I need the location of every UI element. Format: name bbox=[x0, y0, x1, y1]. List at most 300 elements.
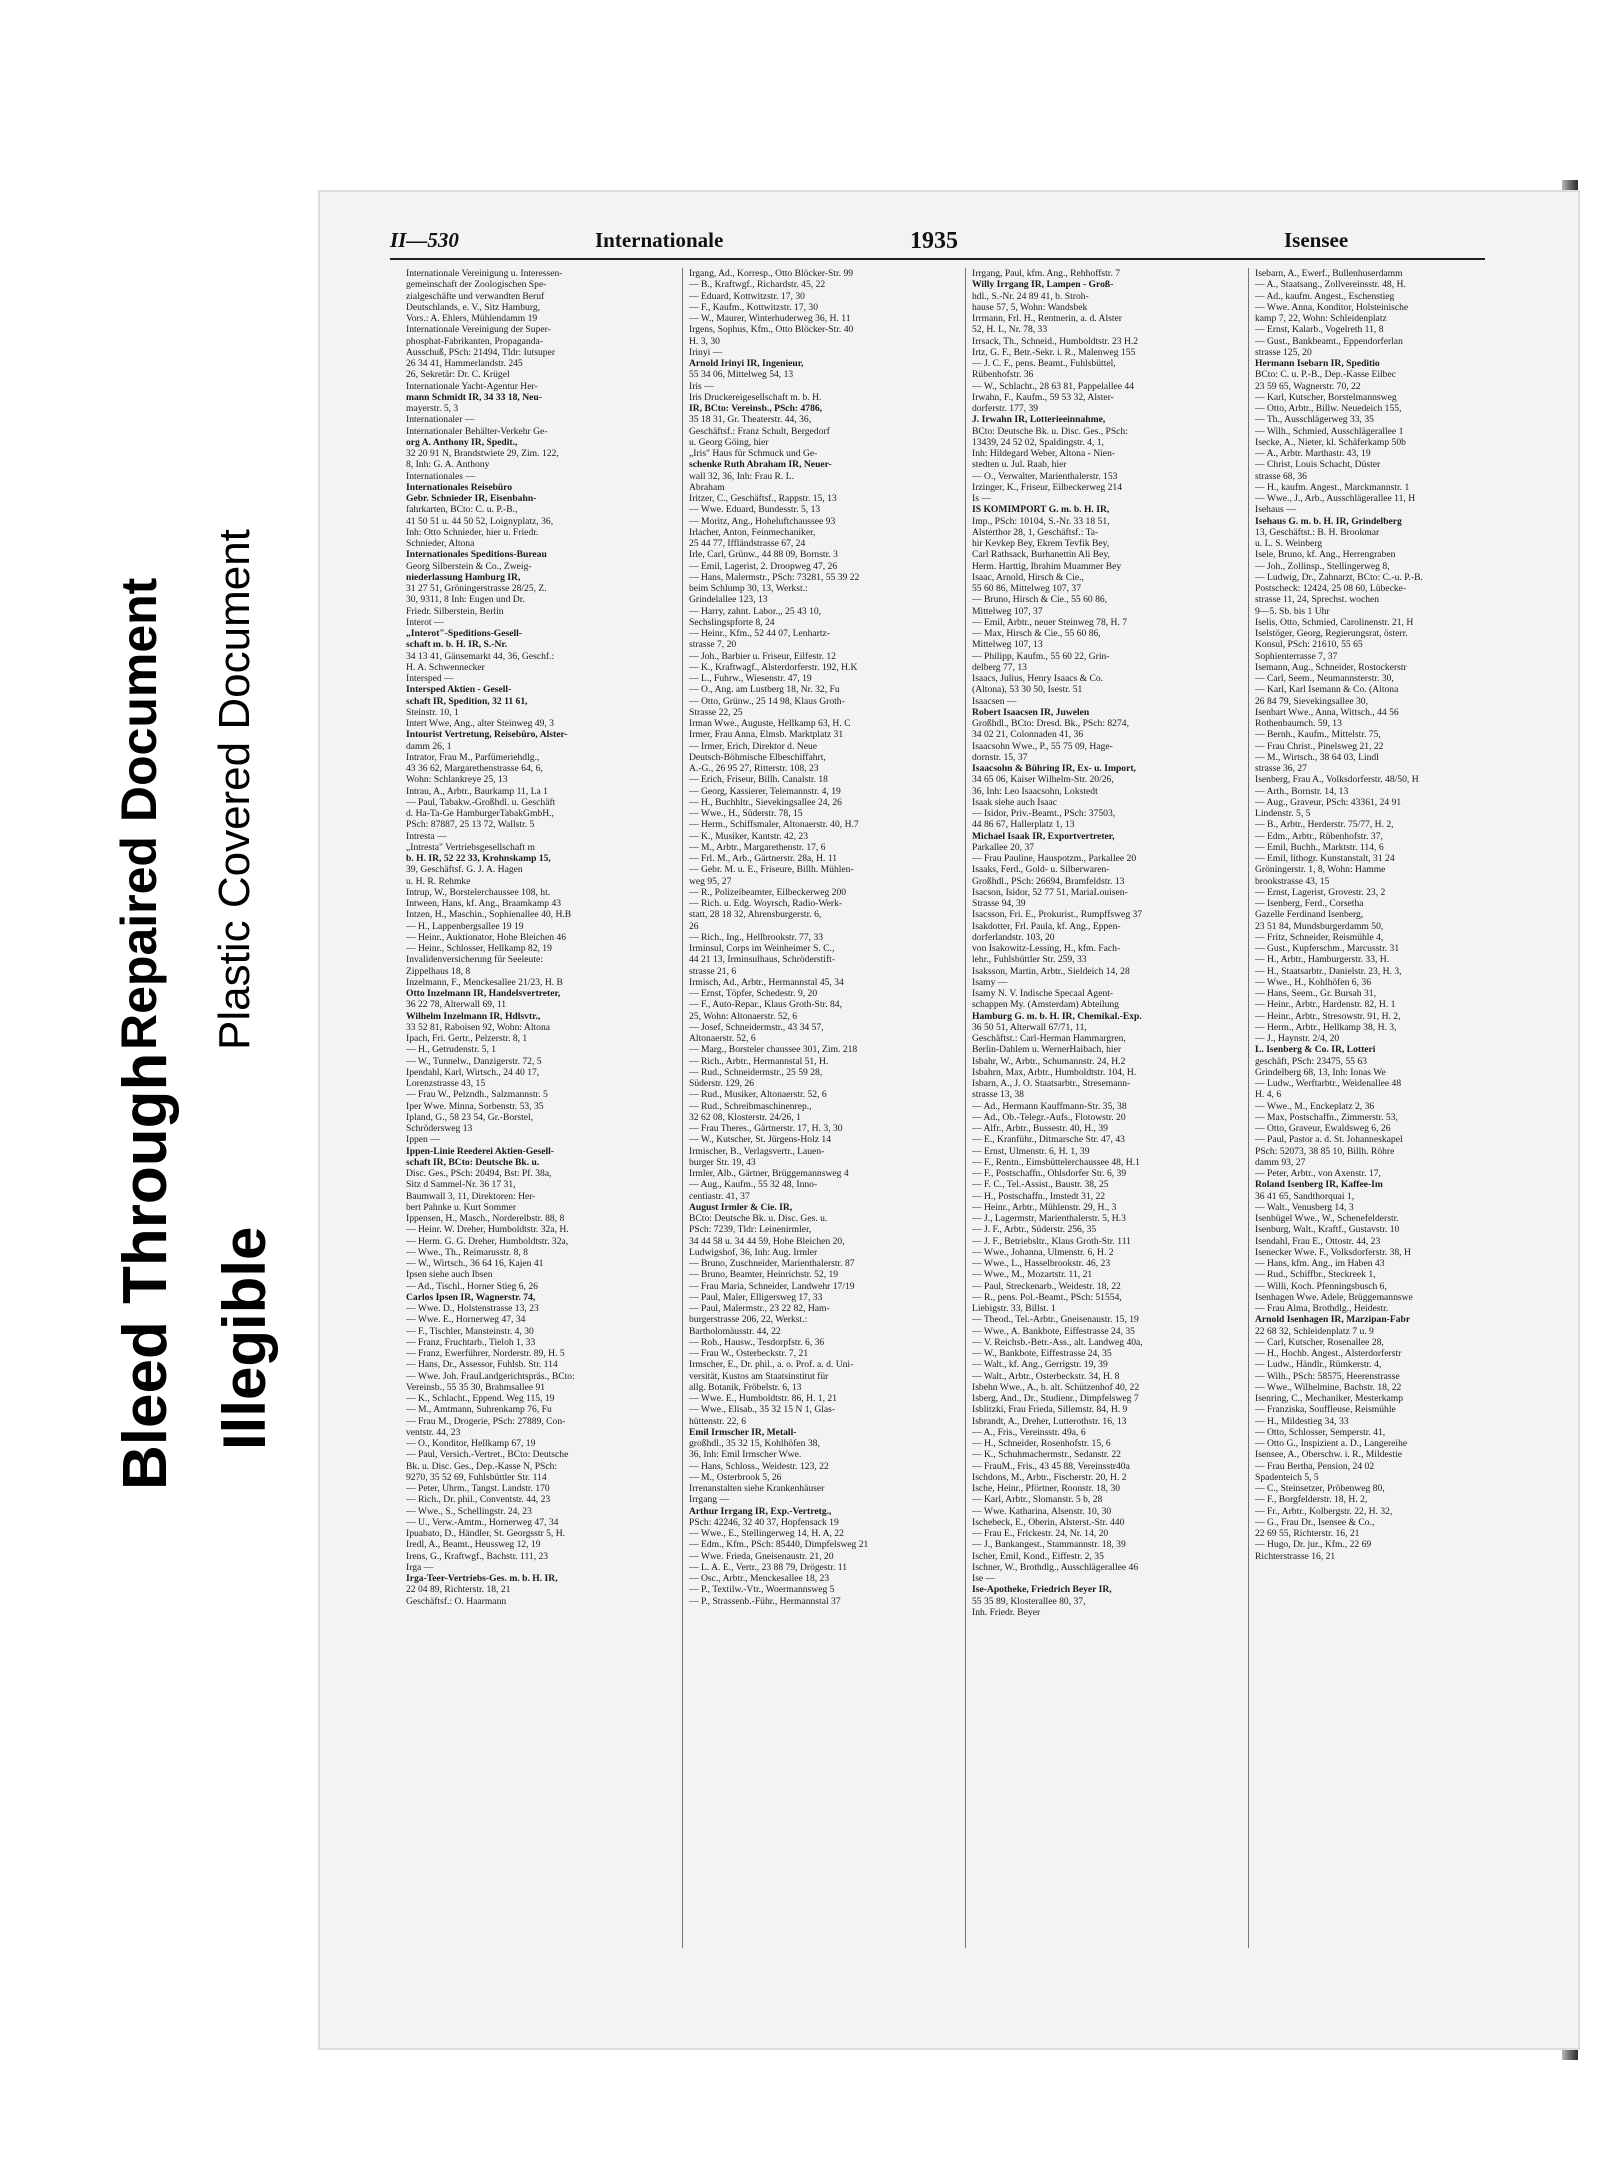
directory-entry-line: Isele, Bruno, kf. Ang., Herrengraben bbox=[1255, 549, 1396, 561]
directory-entry-line: Mittelweg 107, 37 bbox=[972, 605, 1043, 617]
directory-entry-line: — Bruno, Beamter, Heinrichstr. 52, 19 bbox=[689, 1269, 839, 1281]
directory-entry-line: — Heinr., Arbtr., Hardenstr. 82, H. 1 bbox=[1255, 999, 1396, 1011]
directory-entry-line: schenke Ruth Abraham IR, Neuer- bbox=[689, 459, 832, 471]
directory-entry-line: — Herm., Schiffsmaler, Altonaerstr. 40, H.7 bbox=[689, 819, 859, 831]
directory-entry-line: Isbrandt, A., Dreher, Lutterothstr. 16, 13 bbox=[972, 1415, 1127, 1427]
directory-entry-line: — P., Textilw.-Vtr., Woermannsweg 5 bbox=[689, 1584, 835, 1596]
page-number: II—530 bbox=[390, 228, 459, 252]
directory-entry-line: Isenburg, Walt., Kraftf., Gustavstr. 10 bbox=[1255, 1224, 1400, 1236]
directory-entry-line: — C., Steinsetzer, Pröbenweg 80, bbox=[1255, 1483, 1385, 1494]
directory-entry-line: — W., Wirtsch., 36 64 16, Kajen 41 bbox=[406, 1258, 544, 1269]
directory-entry-line: Internationales Speditions-Bureau bbox=[406, 549, 547, 561]
directory-entry-line: 26, Sekretär: Dr. C. Krügel bbox=[406, 369, 510, 381]
directory-entry-line: — Paul, Maler, Elligersweg 17, 33 bbox=[689, 1291, 823, 1303]
directory-entry-line: 36 50 51, Alterwall 67/71, 11, bbox=[972, 1021, 1087, 1033]
directory-column-4 bbox=[1255, 268, 1520, 1948]
directory-entry-line: 13439, 24 52 02, Spaldingstr. 4, 1, bbox=[972, 436, 1104, 448]
directory-entry-line: — Harry, zahnt. Labor.,, 25 43 10, bbox=[689, 605, 822, 617]
directory-entry-line: Irtz, G. F., Betr.-Sekr. i. R., Malenweg 155 bbox=[972, 346, 1136, 358]
directory-entry-line: kamp 7, 22, Wohn: Schleidenplatz bbox=[1255, 313, 1387, 324]
directory-entry-line: — Wwe., Th., Reimarusstr. 8, 8 bbox=[406, 1246, 528, 1258]
directory-entry-line: schaft IR, Spedition, 32 11 61, bbox=[406, 695, 528, 707]
directory-entry-line: Konsul, PSch: 21610, 55 65 bbox=[1255, 639, 1363, 651]
directory-entry-line: 44 21 13, Irminsulhaus, Schröderstift- bbox=[689, 954, 836, 966]
directory-entry-line: u. H. R. Rehmke bbox=[406, 875, 471, 887]
directory-entry-line: H. 4, 6 bbox=[1255, 1089, 1282, 1101]
directory-entry-line: — Frl. M., Arb., Gärtnerstr. 28a, H. 11 bbox=[689, 853, 838, 864]
directory-entry-line: — Max, Hirsch & Cie., 55 60 86, bbox=[972, 628, 1101, 639]
directory-entry-line: — Bruno, Zuschneider, Marienthalerstr. 87 bbox=[689, 1258, 855, 1269]
directory-entry-line: — Wwe., M., Enckeplatz 2, 36 bbox=[1255, 1100, 1375, 1112]
directory-entry-line: Sechslingspforte 8, 24 bbox=[689, 616, 775, 628]
directory-entry-line: Intresta — bbox=[406, 830, 447, 842]
directory-entry-line: — FrauM., Fris., 43 45 88, Vereinsstr40a bbox=[972, 1460, 1130, 1472]
directory-entry-line: — Walt., Venusberg 14, 3 bbox=[1255, 1201, 1354, 1213]
directory-entry-line: geschäft, PSch: 23475, 55 63 bbox=[1255, 1055, 1367, 1067]
directory-entry-line: — Frau M., Drogerie, PSch: 27889, Con- bbox=[406, 1415, 566, 1427]
directory-entry-line: brookstrasse 43, 15 bbox=[1255, 875, 1330, 887]
directory-entry-line: — Heinr., Arbtr., Stresowstr. 91, H. 2, bbox=[1255, 1010, 1401, 1022]
directory-entry-line: 8, Inh: G. A. Anthony bbox=[406, 459, 490, 471]
directory-entry-line: — Edm., Kfm., PSch: 85440, Dimpfelsweg 21 bbox=[689, 1539, 869, 1551]
directory-entry-line: Iselis, Otto, Schmied, Carolinenstr. 21, H bbox=[1255, 616, 1414, 628]
directory-entry-line: Inh: Hildegard Weber, Altona - Nien- bbox=[972, 448, 1116, 459]
directory-entry-line: Deutschlands, e. V., Sitz Hamburg, bbox=[406, 301, 541, 313]
directory-entry-line: Isensee, A., Oberschw. i. R., Mildestie bbox=[1255, 1449, 1402, 1461]
directory-entry-line: H. A. Schwennecker bbox=[406, 661, 485, 673]
directory-entry-line: — Rud., Schreibmaschinenrep., bbox=[689, 1100, 812, 1112]
directory-entry-line: — O., Ang. am Lustberg 18, Nr. 32, Fu bbox=[689, 684, 840, 696]
directory-entry-line: 44 86 67, Hallerplatz 1, 13 bbox=[972, 819, 1075, 831]
directory-entry-line: — F., Auto-Repar., Klaus Groth-Str. 84, bbox=[689, 999, 842, 1011]
directory-entry-line: IS KOMIMPORT G. m. b. H. IR, bbox=[972, 504, 1110, 516]
directory-entry-line: — Emil, Buchh., Marktstr. 114, 6 bbox=[1255, 841, 1384, 853]
directory-entry-line: strasse 21, 6 bbox=[689, 965, 737, 977]
directory-entry-line: — M., Wirtsch., 38 64 03, Lindl bbox=[1255, 751, 1379, 763]
directory-entry-line: — Emil, Lagerist, 2. Droopweg 47, 26 bbox=[689, 560, 838, 572]
directory-entry-line: Isebarn, A., Ewerf., Bullenhuserdamm bbox=[1255, 268, 1403, 279]
directory-entry-line: Iritzer, C., Geschäftsf., Rappstr. 15, 13 bbox=[689, 493, 837, 504]
directory-entry-line: 9—5. Sb. bis 1 Uhr bbox=[1255, 605, 1330, 617]
directory-entry-line: — Ad., Hermann Kauffmann-Str. 35, 38 bbox=[972, 1100, 1127, 1112]
last-entry-title: Isensee bbox=[1284, 228, 1349, 252]
directory-entry-line: 34 44 58 u. 34 44 59, Hohe Bleichen 20, bbox=[689, 1235, 845, 1247]
directory-entry-line: — Isidor, Priv.-Beamt., PSch: 37503, bbox=[972, 808, 1116, 819]
directory-entry-line: dorferlandstr. 103, 20 bbox=[972, 931, 1055, 943]
directory-entry-line: — Frau Theres., Gärtnerstr. 17, H. 3, 30 bbox=[689, 1123, 843, 1134]
directory-entry-line: — J. C. F., pens. Beamt., Fuhlsbüttel, bbox=[972, 358, 1116, 369]
directory-entry-line: — F., Borgfelderstr. 18, H. 2, bbox=[1255, 1494, 1368, 1506]
directory-entry-line: Ippensen, H., Masch., Norderelbstr. 88, 8 bbox=[406, 1213, 565, 1224]
directory-entry-line: Isblitzki, Frau Frieda, Sillemstr. 84, H. 9 bbox=[972, 1404, 1128, 1416]
directory-entry-line: zialgeschäfte und verwandten Beruf bbox=[406, 290, 545, 302]
directory-entry-line: Iselstöger, Georg, Regierungsrat, österr. bbox=[1255, 628, 1408, 639]
directory-entry-line: Rübenhofstr. 36 bbox=[972, 369, 1034, 381]
directory-entry-line: Parkallee 20, 37 bbox=[972, 841, 1035, 853]
directory-entry-line: Süderstr. 129, 26 bbox=[689, 1078, 755, 1089]
directory-entry-line: — Paul, Malermstr., 23 22 82, Ham- bbox=[689, 1303, 830, 1314]
directory-entry-line: von Isakowitz-Lessing, H., kfm. Fach- bbox=[972, 943, 1121, 954]
directory-entry-line: Isaak siehe auch Isaac bbox=[972, 796, 1057, 808]
directory-entry-line: Isenbügel Wwe., W., Schenefelderstr. bbox=[1255, 1213, 1399, 1224]
directory-entry-line: 34 65 06, Kaiser Wilhelm-Str. 20/26, bbox=[972, 774, 1114, 786]
directory-entry-line: 34 02 21, Colonnaden 41, 36 bbox=[972, 729, 1084, 741]
directory-entry-line: (Altona), 53 30 50, Isestr. 51 bbox=[972, 684, 1083, 696]
directory-entry-line: Ischdons, M., Arbtr., Fischerstr. 20, H. 2 bbox=[972, 1471, 1127, 1483]
directory-entry-line: Isenring, C., Mechaniker, Mesterkamp bbox=[1255, 1393, 1404, 1404]
directory-entry-line: Isamy — bbox=[972, 976, 1008, 988]
directory-entry-line: — Karl, Arbtr., Slomanstr. 5 b, 28 bbox=[972, 1494, 1103, 1506]
directory-entry-line: versität, Kustos am Staatsinstitut für bbox=[689, 1370, 829, 1382]
directory-entry-line: 39, Geschäftsf. G. J. A. Hagen bbox=[406, 864, 523, 876]
directory-entry-line: — Franziska, Souffleuse, Reismühle bbox=[1255, 1404, 1396, 1416]
directory-entry-line: Irman Wwe., Auguste, Hellkamp 63, H. C bbox=[689, 718, 851, 729]
directory-entry-line: Bartholomäusstr. 44, 22 bbox=[689, 1325, 781, 1337]
directory-entry-line: Geschäftsf.: Franz Schult, Bergedorf bbox=[689, 425, 830, 437]
directory-entry-line: — Hans, Schloss., Weidestr. 123, 22 bbox=[689, 1460, 829, 1472]
directory-entry-line: IR, BCto: Vereinsb., PSch: 4786, bbox=[689, 403, 823, 414]
directory-column-3 bbox=[972, 268, 1242, 1948]
directory-entry-line: — Gust., Kupferschm., Marcusstr. 31 bbox=[1255, 943, 1400, 954]
directory-entry-line: Isakdotter, Frl. Paula, kf. Ang., Eppen- bbox=[972, 920, 1121, 932]
directory-entry-line: — F., Tischler, Mansteinstr. 4, 30 bbox=[406, 1325, 534, 1337]
directory-entry-line: — W., Bankbote, Eiffestrasse 24, 35 bbox=[972, 1348, 1112, 1359]
directory-entry-line: Irrenanstalten siehe Krankenhäuser bbox=[689, 1483, 825, 1494]
directory-entry-line: 23 59 65, Wagnerstr. 70, 22 bbox=[1255, 380, 1361, 392]
directory-entry-line: — Rich., Arbtr., Hermannstal 51, H. bbox=[689, 1055, 829, 1067]
directory-entry-line: — O., Verwalter, Marienthalerstr. 153 bbox=[972, 470, 1118, 482]
directory-entry-line: Irmischer, B., Verlagsvertr., Lauen- bbox=[689, 1145, 825, 1157]
directory-entry-line: Irrsack, Th., Schneid., Humboldtstr. 23 H.2 bbox=[972, 335, 1139, 347]
directory-entry-line: — Irmer, Erich, Direktor d. Neue bbox=[689, 740, 818, 752]
directory-entry-line: — Fritz, Schneider, Reismühle 4, bbox=[1255, 931, 1384, 943]
directory-entry-line: — Joh., Zollinsp., Stellingerweg 8, bbox=[1255, 560, 1390, 572]
directory-entry-line: Intert Wwe, Ang., alter Steinweg 49, 3 bbox=[406, 718, 554, 729]
directory-entry-line: bert Pahnke u. Kurt Sommer bbox=[406, 1201, 517, 1213]
directory-entry-line: 26 34 41, Hammerlandstr. 245 bbox=[406, 358, 523, 369]
directory-entry-line: J. Irwahn IR, Lotterieeinnahme, bbox=[972, 414, 1106, 426]
directory-entry-line: — F., Postschaffn., Ohlsdorfer Str. 6, 39 bbox=[972, 1168, 1127, 1179]
directory-entry-line: phosphat-Fabrikanten, Propaganda- bbox=[406, 335, 543, 347]
directory-entry-line: — H., Hochb. Angest., Alsterdorferstr bbox=[1255, 1348, 1402, 1359]
directory-entry-line: — Peter, Uhrm., Tangst. Landstr. 170 bbox=[406, 1483, 550, 1494]
directory-entry-line: u. Georg Göing, hier bbox=[689, 436, 769, 448]
directory-entry-line: Abraham bbox=[689, 481, 725, 493]
directory-entry-line: Alsterthor 28, 1, Geschäftsf.: Ta- bbox=[972, 526, 1099, 538]
directory-entry-line: — Ernst, Ulmenstr. 6, H. 1, 39 bbox=[972, 1145, 1090, 1157]
directory-entry-line: Sitz d Sammel-Nr. 36 17 31, bbox=[406, 1179, 516, 1191]
directory-entry-line: — Wwe. Katharina, Alsenstr. 10, 30 bbox=[972, 1505, 1112, 1517]
directory-entry-line: — J. F., Betriebsltr., Klaus Groth-Str. 111 bbox=[972, 1235, 1131, 1247]
repaired-document-label: Repaired Document bbox=[111, 577, 167, 1050]
directory-entry-line: niederlassung Hamburg IR, bbox=[406, 571, 521, 583]
directory-entry-line: Irrgang — bbox=[689, 1494, 730, 1506]
directory-entry-line: August Irmler & Cie. IR, bbox=[689, 1201, 793, 1213]
directory-entry-line: L. Isenberg & Co. IR, Lotteri bbox=[1255, 1044, 1376, 1056]
directory-entry-line: Irlacher, Anton, Feinmechaniker, bbox=[689, 526, 816, 538]
directory-entry-line: Irga-Teer-Vertriebs-Ges. m. b. H. IR, bbox=[406, 1573, 558, 1584]
directory-entry-line: großhdl., 35 32 15, Kohlhöfen 38, bbox=[689, 1438, 820, 1449]
directory-entry-line: — H., Lappenbergsallee 19 19 bbox=[406, 920, 524, 932]
directory-entry-line: — Frau Maria, Schneider, Landwehr 17/19 bbox=[689, 1280, 855, 1292]
directory-entry-line: — Emil, lithogr. Kunstanstalt, 31 24 bbox=[1255, 853, 1395, 864]
directory-entry-line: — Frau Pauline, Hauspotzm., Parkallee 20 bbox=[972, 853, 1137, 864]
directory-entry-line: Internationale Yacht-Agentur Her- bbox=[406, 380, 538, 392]
directory-entry-line: Otto Inzelmann IR, Handelsvertreter, bbox=[406, 988, 561, 999]
directory-entry-line: Ippen-Linie Reederei Aktien-Gesell- bbox=[406, 1145, 554, 1157]
directory-entry-line: — Ernst, Kalarb., Vogelreth 11, 8 bbox=[1255, 324, 1384, 336]
directory-entry-line: — H., kaufm. Angest., Marckmannstr. 1 bbox=[1255, 481, 1410, 493]
directory-entry-line: — K., Schlacht., Eppend. Weg 115, 19 bbox=[406, 1393, 555, 1404]
directory-entry-line: hüttenstr. 22, 6 bbox=[689, 1415, 747, 1427]
directory-entry-line: hir Kevkep Bey, Ekrem Tevfik Bey, bbox=[972, 538, 1110, 549]
directory-entry-line: Internationales — bbox=[406, 470, 475, 482]
directory-entry-line: 36, Inh: Leo Isaacsohn, Lokstedt bbox=[972, 785, 1098, 797]
directory-entry-line: 55 35 89, Klosterallee 80, 37, bbox=[972, 1595, 1086, 1607]
directory-entry-line: Ludwigshof, 36, Inh: Aug. Irmler bbox=[689, 1246, 818, 1258]
directory-entry-line: — Wwe., L., Hasselbrookstr. 46, 23 bbox=[972, 1258, 1111, 1269]
directory-entry-line: — J., Bankangest., Stammannstr. 18, 39 bbox=[972, 1539, 1126, 1551]
directory-entry-line: Irrgang, Paul, kfm. Ang., Rehhoffstr. 7 bbox=[972, 268, 1121, 279]
directory-entry-line: — Carl, Kutscher, Rosenallee 28, bbox=[1255, 1336, 1384, 1348]
directory-entry-line: — Heinr., Schlosser, Hellkamp 82, 19 bbox=[406, 943, 552, 954]
directory-entry-line: PSch: 52073, 38 85 10, Billh. Röhre bbox=[1255, 1145, 1395, 1157]
directory-entry-line: — H., Arbtr., Hamburgerstr. 33, H. bbox=[1255, 954, 1390, 966]
directory-entry-line: 22 69 55, Richterstr. 16, 21 bbox=[1255, 1528, 1360, 1539]
directory-entry-line: Steinstr. 10, 1 bbox=[406, 706, 459, 718]
directory-entry-line: Richterstrasse 16, 21 bbox=[1255, 1550, 1336, 1562]
directory-entry-line: Disc. Ges., PSch: 20494, Bst: Pf. 38a, bbox=[406, 1168, 552, 1179]
directory-entry-line: 30, 9311, 8 Inh: Eugen und Dr. bbox=[406, 594, 525, 606]
directory-entry-line: Wohn: Schlankreye 25, 13 bbox=[406, 774, 508, 786]
directory-entry-line: Schrödersweg 13 bbox=[406, 1123, 473, 1134]
column-divider bbox=[682, 268, 683, 1948]
directory-entry-line: 36, Inh: Emil Irmscher Wwe. bbox=[689, 1449, 802, 1461]
directory-entry-line: — P., Strassenb.-Führ., Hermannstal 37 bbox=[689, 1595, 841, 1607]
directory-entry-line: stedten u. Jul. Raab, hier bbox=[972, 459, 1067, 471]
directory-entry-line: Isacson, Isidor, 52 77 51, MariaLouisen- bbox=[972, 886, 1128, 898]
directory-entry-line: Emil Irmscher IR, Metall- bbox=[689, 1426, 797, 1438]
directory-entry-line: Grindelberg 68, 13, Inh: Ionas We bbox=[1255, 1066, 1386, 1078]
directory-entry-line: burgerstrasse 206, 22, Werkst.: bbox=[689, 1314, 808, 1326]
directory-entry-line: — Frau W., Osterbeckstr. 7, 21 bbox=[689, 1348, 809, 1359]
directory-entry-line: hause 57, 5, Wohn: Wandsbek bbox=[972, 301, 1088, 313]
directory-entry-line: — Ludw., Händlr., Rümkerstr. 4, bbox=[1255, 1359, 1382, 1371]
directory-entry-line: Arthur Irrgang IR, Exp.-Vertretg., bbox=[689, 1505, 832, 1517]
directory-entry-line: Zippelhaus 18, 8 bbox=[406, 965, 471, 977]
directory-entry-line: — Eduard, Kottwitzstr. 17, 30 bbox=[689, 290, 805, 302]
directory-entry-line: 33 52 81, Raboisen 92, Wohn: Altona bbox=[406, 1021, 551, 1033]
plastic-covered-label: Plastic Covered Document bbox=[210, 529, 259, 1050]
directory-entry-line: — W., Maurer, Winterhuderweg 36, H. 11 bbox=[689, 313, 851, 324]
directory-entry-line: Irmer, Frau Anna, Elmsb. Marktplatz 31 bbox=[689, 729, 844, 741]
directory-entry-line: „Interot"-Speditions-Gesell- bbox=[406, 628, 523, 639]
directory-entry-line: — Rud., Musiker, Altonaerstr. 52, 6 bbox=[689, 1089, 827, 1101]
directory-entry-line: — Rich., Ing., Hellbrookstr. 77, 33 bbox=[689, 931, 824, 943]
directory-entry-line: Isbarn, A., J. O. Staatsarbtr., Stresemann- bbox=[972, 1078, 1131, 1089]
directory-entry-line: Ipach, Fri. Gertr., Pelzerstr. 8, 1 bbox=[406, 1033, 528, 1044]
directory-entry-line: schaft IR, BCto: Deutsche Bk. u. bbox=[406, 1156, 540, 1168]
directory-entry-line: Iper Wwe. Minna, Sorbenstr. 53, 35 bbox=[406, 1100, 544, 1112]
directory-entry-line: Ischner, W., Brothdlg., Ausschlägerallee 46 bbox=[972, 1561, 1139, 1573]
directory-entry-line: — Ad., Ob.-Telegr.-Aufs., Flotowstr. 20 bbox=[972, 1111, 1126, 1123]
directory-entry-line: Wilhelm Inzelmann IR, Hdlsvtr., bbox=[406, 1010, 541, 1022]
directory-entry-line: — Heinr., Auktionator, Hohe Bleichen 46 bbox=[406, 931, 567, 943]
directory-entry-line: — Marg., Borsteler chaussee 301, Zim. 218 bbox=[689, 1044, 858, 1056]
directory-entry-line: 25 44 77, Iffländstrasse 67, 24 bbox=[689, 538, 806, 549]
directory-entry-line: allg. Botanik, Fröbelstr. 6, 13 bbox=[689, 1381, 802, 1393]
directory-entry-line: — H., Postschaffn., Imstedt 31, 22 bbox=[972, 1190, 1106, 1202]
directory-entry-line: centiastr. 41, 37 bbox=[689, 1190, 750, 1202]
directory-entry-line: — Wwe., H., Kohlhöfen 6, 36 bbox=[1255, 976, 1371, 988]
directory-entry-line: 32 20 91 N, Brandstwiete 29, Zim. 122, bbox=[406, 448, 559, 459]
directory-entry-line: — Ludwig, Dr., Zahnarzt, BCto: C.-u. P.-B. bbox=[1255, 571, 1423, 583]
directory-entry-line: Imp., PSch: 10104, S.-Nr. 33 18 51, bbox=[972, 515, 1110, 527]
directory-entry-line: 55 34 06, Mittelweg 54, 13 bbox=[689, 369, 794, 381]
directory-entry-line: — Wwe., E., Stellingerweg 14, H. A, 22 bbox=[689, 1528, 844, 1539]
directory-entry-line: Robert Isaacsen IR, Juwelen bbox=[972, 706, 1090, 718]
directory-entry-line: — Ernst, Lagerist, Grovestr. 23, 2 bbox=[1255, 886, 1386, 898]
directory-entry-line: — Herm., Arbtr., Hellkamp 38, H. 3, bbox=[1255, 1021, 1397, 1033]
directory-page bbox=[318, 190, 1580, 2050]
directory-entry-line: weg 95, 27 bbox=[689, 875, 732, 887]
directory-entry-line: — Carl, Seem., Neumannsterstr. 30, bbox=[1255, 673, 1394, 684]
directory-entry-line: Altonaerstr. 52, 6 bbox=[689, 1033, 756, 1044]
directory-entry-line: — U., Verw.-Amtm., Hornerweg 47, 34 bbox=[406, 1516, 559, 1528]
directory-entry-line: — Herm. G. G. Dreher, Humboldtstr. 32a, bbox=[406, 1235, 569, 1247]
directory-entry-line: — Bernh., Kaufm., Mittelstr. 75, bbox=[1255, 729, 1381, 741]
directory-entry-line: Ausschuß, PSch: 21494, Tldr: Iutsuper bbox=[406, 346, 556, 358]
directory-entry-line: — J. F., Arbtr., Süderstr. 256, 35 bbox=[972, 1224, 1097, 1236]
directory-entry-line: — G., Frau Dr., Isensee & Co., bbox=[1255, 1516, 1375, 1528]
directory-entry-line: — L., Fuhrw., Wiesenstr. 47, 19 bbox=[689, 673, 812, 684]
directory-entry-line: Ischer, Emil, Kond., Eiffestr. 2, 35 bbox=[972, 1550, 1104, 1562]
directory-entry-line: strasse 36, 27 bbox=[1255, 763, 1307, 774]
directory-entry-line: Intourist Vertretung, Reisebüro, Alster- bbox=[406, 729, 568, 741]
directory-entry-line: dorferstr. 177, 39 bbox=[972, 403, 1039, 414]
directory-entry-line: 23 51 84, Mundsburgerdamm 50, bbox=[1255, 920, 1384, 932]
directory-entry-line: — Paul, Pastor a. d. St. Johanneskapel bbox=[1255, 1134, 1403, 1146]
directory-entry-line: — J., Lagermstr, Marienthalerstr. 5, H.3 bbox=[972, 1213, 1126, 1224]
directory-entry-line: beim Schlump 30, 13, Werkst.: bbox=[689, 583, 808, 594]
directory-entry-line: Irens, G., Kraftwgf., Bachstr. 111, 23 bbox=[406, 1550, 549, 1562]
directory-entry-line: — O., Konditor, Hellkamp 67, 19 bbox=[406, 1438, 536, 1449]
directory-entry-line: — Philipp, Kaufm., 55 60 22, Grin- bbox=[972, 650, 1110, 662]
directory-entry-line: — Karl, Karl Isemann & Co. (Altona bbox=[1255, 684, 1399, 696]
directory-entry-line: Hermann Isebarn IR, Speditio bbox=[1255, 358, 1380, 369]
directory-entry-line: Isaaks, Ferd., Gold- u. Silberwaren- bbox=[972, 864, 1110, 876]
directory-entry-line: — Wwe. E., Humboldtstr. 86, H. 1, 21 bbox=[689, 1393, 837, 1404]
directory-entry-line: Irga — bbox=[406, 1561, 434, 1573]
directory-entry-line: Intersped — bbox=[406, 673, 454, 684]
directory-entry-line: Ische, Heinr., Pförtner, Roonstr. 18, 30 bbox=[972, 1483, 1121, 1494]
directory-entry-line: — Gebr. M. u. E., Friseure, Billh. Mühlen- bbox=[689, 864, 854, 876]
directory-entry-line: Friedr. Silberstein, Berlin bbox=[406, 605, 504, 617]
directory-entry-line: Isacsson, Fri. E., Prokurist., Rumpffsweg 37 bbox=[972, 909, 1143, 921]
directory-entry-line: Isaacsohn Wwe., P., 55 75 09, Hage- bbox=[972, 740, 1113, 752]
directory-entry-line: — Max, Postschaffn., Zimmerstr. 53, bbox=[1255, 1111, 1398, 1123]
directory-entry-line: — Georg, Kassierer, Telemannstr. 4, 19 bbox=[689, 785, 841, 797]
directory-entry-line: — Wwe. Joh. FrauLandgerichtspräs., BCto: bbox=[406, 1370, 575, 1382]
directory-entry-line: 22 68 32, Schleidenplatz 7 u. 9 bbox=[1255, 1325, 1374, 1337]
directory-entry-line: Lindenstr. 5, 5 bbox=[1255, 808, 1311, 819]
year-title: 1935 bbox=[910, 228, 958, 254]
directory-entry-line: wall 32, 36, Inh: Frau R. L. bbox=[689, 470, 794, 482]
directory-entry-line: — A., Staatsang., Zollvereinsstr. 48, H. bbox=[1255, 279, 1406, 291]
directory-entry-line: Internationaler — bbox=[406, 414, 475, 426]
directory-entry-line: 35 18 31, Gr. Theaterstr. 44, 36, bbox=[689, 414, 812, 426]
directory-entry-line: Strasse 94, 39 bbox=[972, 898, 1026, 909]
directory-entry-line: — Wwe., A. Bankbote, Eiffestrasse 24, 35 bbox=[972, 1325, 1135, 1337]
directory-entry-line: — Aug., Graveur, PSch: 43361, 24 91 bbox=[1255, 796, 1402, 808]
directory-entry-line: Ise — bbox=[972, 1573, 996, 1584]
directory-entry-line: 13, Geschäftst.: B. H. Brookmar bbox=[1255, 526, 1380, 538]
directory-entry-line: — Theod., Tel.-Arbtr., Gneisenaustr. 15, 19 bbox=[972, 1314, 1139, 1326]
directory-entry-line: Irminsul, Corps im Weinheimer S. C., bbox=[689, 943, 835, 954]
directory-entry-line: — B., Kraftwgf., Richardstr. 45, 22 bbox=[689, 279, 826, 291]
directory-entry-line: — Franz, Fruchtarb., Tieloh 1, 33 bbox=[406, 1336, 536, 1348]
directory-entry-line: — Rich., Dr. phil., Conventstr. 44, 23 bbox=[406, 1494, 551, 1506]
directory-entry-line: Deutsch-Böhmische Elbeschiffahrt, bbox=[689, 751, 826, 763]
directory-entry-line: Gröningerstr. 1, 8, Wohn: Hamme bbox=[1255, 864, 1386, 876]
directory-entry-line: — K., Schuhmachermstr., Sedanstr. 22 bbox=[972, 1449, 1121, 1461]
directory-entry-line: — H., Buchhltr., Sievekingsallee 24, 26 bbox=[689, 796, 842, 808]
directory-entry-line: — K., Musiker, Kantstr. 42, 23 bbox=[689, 830, 808, 842]
directory-entry-line: Georg Silberstein & Co., Zweig- bbox=[406, 560, 532, 572]
section-title: Internationale bbox=[595, 228, 724, 252]
directory-entry-line: — Rud., Schneidermstr., 25 59 28, bbox=[689, 1066, 823, 1078]
directory-entry-line: mann Schmidt IR, 34 33 18, Neu- bbox=[406, 391, 542, 403]
directory-entry-line: 43 36 62, Margarethenstrasse 64, 6, bbox=[406, 763, 543, 774]
directory-entry-line: Postscheck: 12424, 25 08 60, Lübecke- bbox=[1255, 583, 1407, 594]
directory-entry-line: Iris Druckereigesellschaft m. b. H. bbox=[689, 391, 822, 403]
directory-entry-line: Internationale Vereinigung u. Interessen- bbox=[406, 268, 563, 279]
directory-entry-line: — Wwe., Elisab., 35 32 15 N 1, Glas- bbox=[689, 1404, 836, 1416]
directory-entry-line: — Wwe. Frieda, Gneisenaustr. 21, 20 bbox=[689, 1550, 834, 1562]
directory-entry-line: 52, H. L, Nr. 78, 33 bbox=[972, 324, 1048, 336]
directory-entry-line: H. 3, 30 bbox=[689, 335, 720, 347]
directory-entry-line: Bk. u. Disc. Ges., Dep.-Kasse N, PSch: bbox=[406, 1460, 558, 1472]
directory-entry-line: Arnold Irinyi IR, Ingenieur, bbox=[689, 358, 804, 369]
directory-entry-line: — Franz, Ewerführer, Norderstr. 89, H. 5 bbox=[406, 1348, 565, 1359]
directory-entry-line: Sophienterrasse 7, 37 bbox=[1255, 650, 1338, 662]
directory-entry-line: Iredl, A., Beamt., Heussweg 12, 19 bbox=[406, 1539, 541, 1551]
directory-entry-line: — Walt., kf. Ang., Gerrigstr. 19, 39 bbox=[972, 1359, 1108, 1371]
directory-entry-line: Baumwall 3, 11, Direktoren: Her- bbox=[406, 1190, 536, 1202]
directory-entry-line: delberg 77, 13 bbox=[972, 661, 1027, 673]
directory-entry-line: Irle, Carl, Grünw., 44 88 09, Bornstr. 3 bbox=[689, 549, 838, 561]
directory-entry-line: — K., Kraftwagf., Alsterdorferstr. 192, H.K bbox=[689, 661, 858, 673]
directory-entry-line: lehr., Fuhlsbüttler Str. 259, 33 bbox=[972, 954, 1087, 966]
directory-entry-line: Isaac, Arnold, Hirsch & Cie., bbox=[972, 571, 1084, 583]
directory-entry-line: — Emil, Arbtr., neuer Steinweg 78, H. 7 bbox=[972, 616, 1128, 628]
directory-entry-line: — A., Fris., Vereinsstr. 49a, 6 bbox=[972, 1426, 1086, 1438]
directory-entry-line: 22 04 89, Richterstr. 18, 21 bbox=[406, 1584, 511, 1596]
directory-entry-line: 25, Wohn: Altonaerstr. 52, 6 bbox=[689, 1010, 798, 1022]
directory-entry-line: PSch: 42246, 32 40 37, Hopfensack 19 bbox=[689, 1516, 839, 1528]
scan-margin bbox=[0, 0, 40, 2177]
directory-entry-line: BCto: Deutsche Bk. u. Disc. Ges., PSch: bbox=[972, 425, 1128, 437]
directory-entry-line: Intrau, A., Arbtr., Baurkamp 11, La 1 bbox=[406, 785, 548, 797]
directory-entry-line: Ise-Apotheke, Friedrich Beyer IR, bbox=[972, 1584, 1112, 1596]
directory-entry-line: Isaksson, Martin, Arbtr., Sieldeich 14, 28 bbox=[972, 965, 1130, 977]
directory-entry-line: — Gust., Bankbeamt., Eppendorferlan bbox=[1255, 335, 1403, 347]
directory-entry-line: Roland Isenberg IR, Kaffee-Im bbox=[1255, 1179, 1383, 1191]
directory-entry-line: — B., Arbtr., Herderstr. 75/77, H. 2, bbox=[1255, 819, 1394, 831]
directory-entry-line: Ippen — bbox=[406, 1134, 440, 1146]
directory-entry-line: — H., Mildestieg 34, 33 bbox=[1255, 1415, 1349, 1427]
directory-entry-line: PSch: 87887, 25 13 72, Wallstr. 5 bbox=[406, 819, 535, 831]
